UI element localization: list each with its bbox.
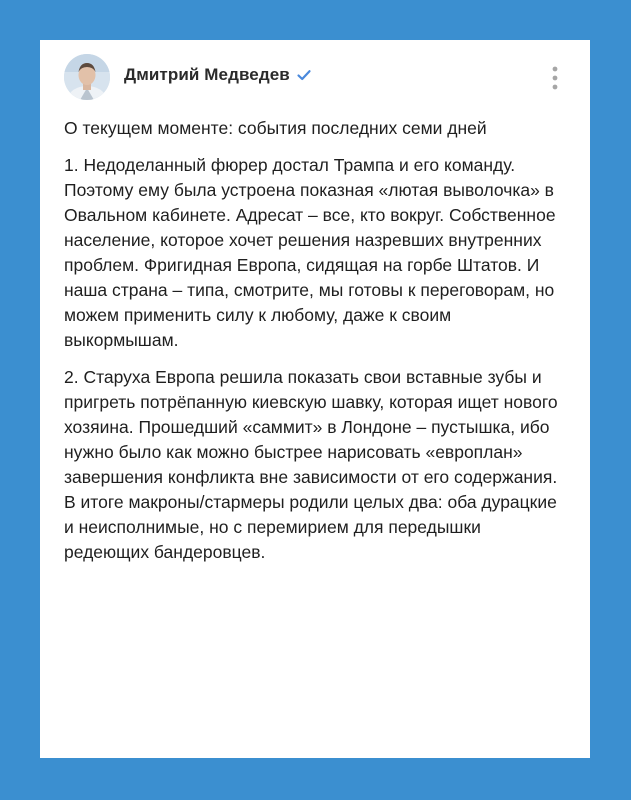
post-body: [64, 116, 564, 577]
more-vertical-icon[interactable]: [550, 65, 560, 91]
author-avatar[interactable]: [64, 54, 110, 100]
post-paragraph-1: 1. Недоделанный фюрер достал Трампа и его команду. Поэтому ему была устроена показная «лютая выволочка» в Овальном кабинете. Адресат – все, кто вокруг. Собственное население, которое хочет решения назревших внутренних проблем. Фригидная Европа, сидящая на горбе Штатов. И наша страна – типа, смотрите, мы готовы к переговорам, но можем применить силу к любому, даже к своим выкормышам.: [64, 155, 556, 350]
author-line: [124, 65, 312, 85]
post-paragraph-2: 2. Старуха Европа решила показать свои вставные зубы и пригреть потрёпанную киевскую шавку, которая ищет нового хозяина. Прошедший «саммит» в Лондоне – пустышка, ибо нужно было как можно быстрее нарисовать «европлан» завершения конфликта вне зависимости от его содержания. В итоге макроны/стармеры родили целых два: оба дурацкие и неисполнимые, но с перемирием для передышки редеющих бандеровцев.: [64, 367, 558, 562]
post-title: О текущем моменте: события последних семи дней: [64, 118, 487, 138]
avatar-photo: [64, 54, 110, 100]
author-name[interactable]: Дмитрий Медведев: [124, 65, 290, 84]
post-header: [40, 40, 590, 114]
post-card: [40, 40, 590, 758]
verified-checkmark-icon: [296, 67, 312, 83]
